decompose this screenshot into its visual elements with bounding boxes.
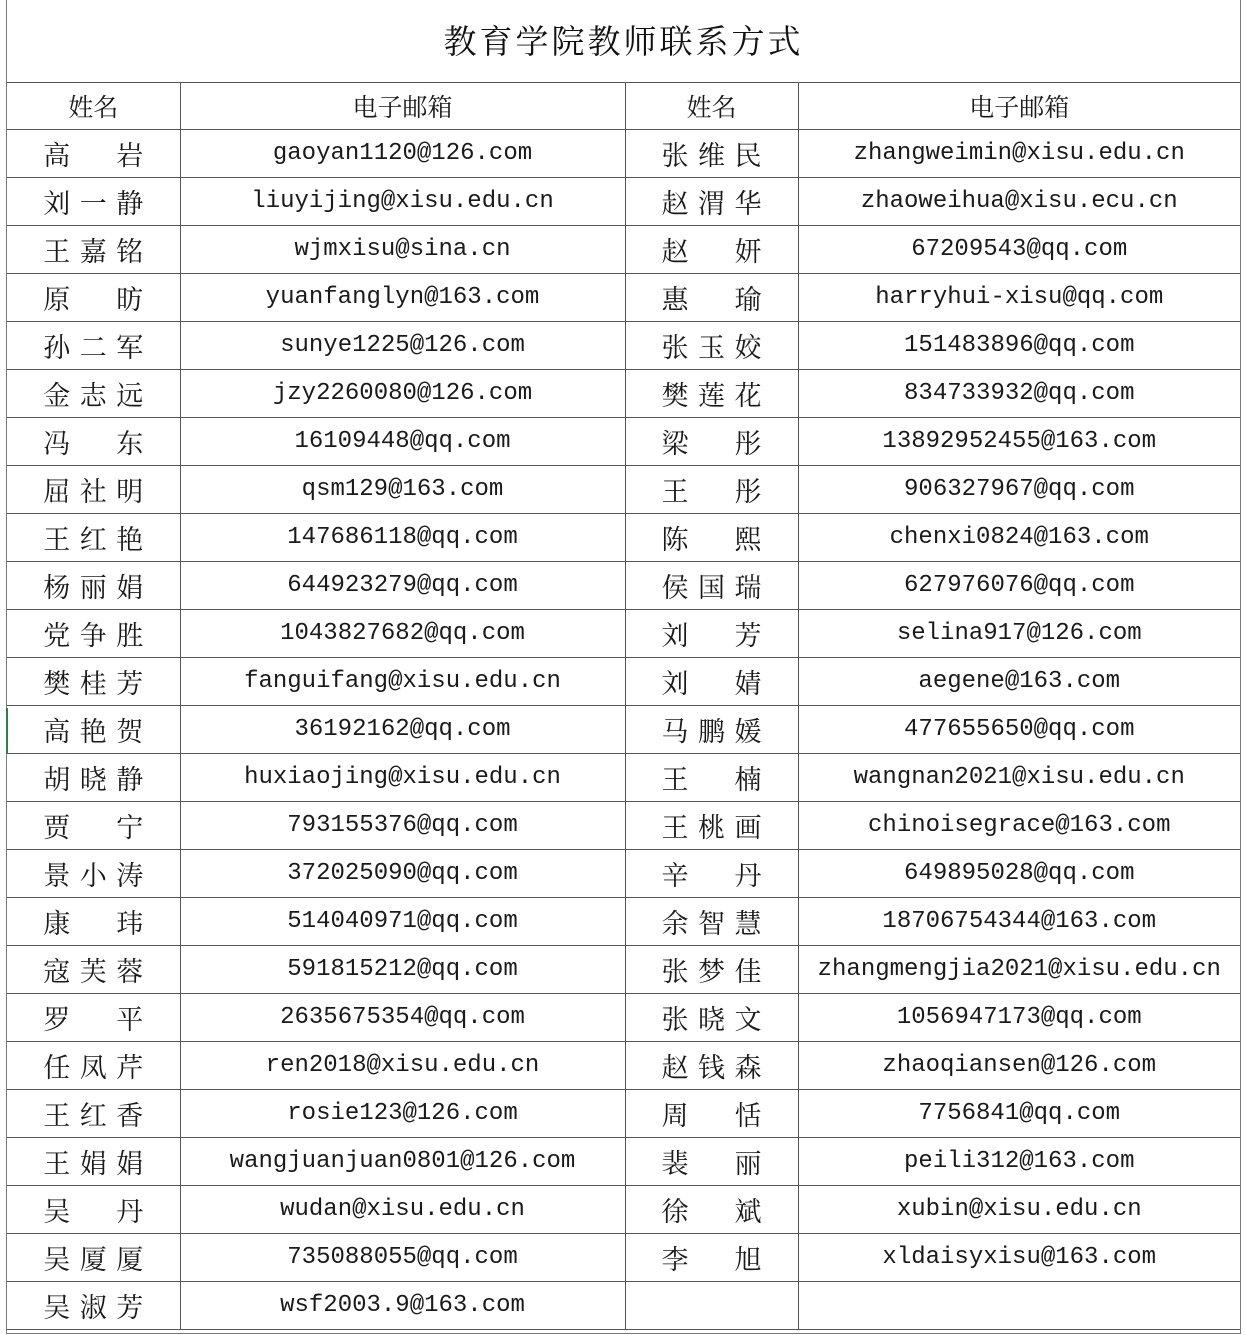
email-cell-right[interactable]: 151483896@qq.com <box>798 322 1240 370</box>
email-cell-right[interactable]: xldaisyxisu@163.com <box>798 1234 1240 1282</box>
email-cell-right[interactable]: 906327967@qq.com <box>798 466 1240 514</box>
name-cell-left[interactable] <box>7 562 180 610</box>
email-cell-right[interactable]: selina917@126.com <box>798 610 1240 658</box>
name-cell-right[interactable] <box>625 898 798 946</box>
table-row <box>7 322 1240 370</box>
teacher-name: 吴 厦 厦 <box>43 1245 144 1276</box>
email-cell-left[interactable]: 1043827682@qq.com <box>180 610 625 658</box>
name-cell-right[interactable] <box>625 130 798 178</box>
teacher-name: 刘 一 静 <box>43 189 144 220</box>
teacher-name: 张 维 民 <box>661 141 762 172</box>
email-cell-right[interactable]: 834733932@qq.com <box>798 370 1240 418</box>
name-cell-left[interactable] <box>7 1186 180 1234</box>
teacher-name: 王 红 艳 <box>43 525 144 556</box>
teacher-name: 惠 瑜 <box>661 285 762 316</box>
teacher-name: 张 晓 文 <box>661 1005 762 1036</box>
name-cell-right[interactable] <box>625 658 798 706</box>
table-row <box>7 1138 1240 1186</box>
teacher-name: 杨 丽 娟 <box>43 573 144 604</box>
email-cell-left[interactable]: fanguifang@xisu.edu.cn <box>180 658 625 706</box>
name-cell-right[interactable] <box>625 466 798 514</box>
email-cell-right[interactable]: xubin@xisu.edu.cn <box>798 1186 1240 1234</box>
name-cell-right[interactable] <box>625 754 798 802</box>
teacher-name: 吴 丹 <box>43 1197 144 1228</box>
name-cell-left[interactable] <box>7 994 180 1042</box>
table-row <box>7 610 1240 658</box>
teacher-name: 高 艳 贺 <box>43 717 144 748</box>
name-cell-left[interactable] <box>7 226 180 274</box>
name-cell-left[interactable] <box>7 418 180 466</box>
email-cell-right[interactable]: 67209543@qq.com <box>798 226 1240 274</box>
table-row <box>7 994 1240 1042</box>
table-row <box>7 370 1240 418</box>
email-cell-left[interactable]: ren2018@xisu.edu.cn <box>180 1042 625 1090</box>
email-cell-right[interactable]: harryhui-xisu@qq.com <box>798 274 1240 322</box>
email-cell-left[interactable]: wsf2003.9@163.com <box>180 1282 625 1330</box>
email-cell-left[interactable]: huxiaojing@xisu.edu.cn <box>180 754 625 802</box>
name-cell-left[interactable] <box>7 946 180 994</box>
name-cell-left[interactable] <box>7 1282 180 1330</box>
teacher-name: 樊 桂 芳 <box>43 669 144 700</box>
table-row <box>7 1282 1240 1330</box>
name-cell-left[interactable] <box>7 898 180 946</box>
teacher-name: 王 娟 娟 <box>43 1149 144 1180</box>
table-row <box>7 226 1240 274</box>
table-row <box>7 754 1240 802</box>
table-row <box>7 274 1240 322</box>
name-cell-left[interactable] <box>7 802 180 850</box>
table-row <box>7 178 1240 226</box>
email-cell-left[interactable]: qsm129@163.com <box>180 466 625 514</box>
name-cell-left[interactable] <box>7 850 180 898</box>
header-name-left[interactable]: 姓名 <box>7 83 180 130</box>
teacher-name: 余 智 慧 <box>661 909 762 940</box>
teacher-name: 张 梦 佳 <box>661 957 762 988</box>
table-row <box>7 850 1240 898</box>
email-cell-right[interactable]: peili312@163.com <box>798 1138 1240 1186</box>
teacher-name: 景 小 涛 <box>43 861 144 892</box>
teacher-name: 赵 渭 华 <box>661 189 762 220</box>
teacher-name: 陈 熙 <box>661 525 762 556</box>
email-cell-right[interactable]: 627976076@qq.com <box>798 562 1240 610</box>
teacher-name: 原 昉 <box>43 285 144 316</box>
teacher-name: 刘 芳 <box>661 621 762 652</box>
selected-cell-marker <box>6 708 8 754</box>
teacher-name: 辛 丹 <box>661 861 762 892</box>
name-cell-right[interactable] <box>625 1138 798 1186</box>
email-cell-right[interactable]: wangnan2021@xisu.edu.cn <box>798 754 1240 802</box>
name-cell-left[interactable] <box>7 1090 180 1138</box>
email-cell-right[interactable]: 7756841@qq.com <box>798 1090 1240 1138</box>
email-cell-right[interactable]: chinoisegrace@163.com <box>798 802 1240 850</box>
name-cell-right[interactable] <box>625 994 798 1042</box>
name-cell-right[interactable] <box>625 178 798 226</box>
teacher-name: 吴 淑 芳 <box>43 1293 144 1324</box>
email-cell-left[interactable]: wudan@xisu.edu.cn <box>180 1186 625 1234</box>
teacher-name: 赵 妍 <box>661 237 762 268</box>
email-cell-left[interactable]: sunye1225@126.com <box>180 322 625 370</box>
email-cell-left[interactable]: wangjuanjuan0801@126.com <box>180 1138 625 1186</box>
email-cell-left[interactable]: 36192162@qq.com <box>180 706 625 754</box>
name-cell-left[interactable] <box>7 1234 180 1282</box>
email-cell-right[interactable]: 13892952455@163.com <box>798 418 1240 466</box>
teacher-name: 屈 社 明 <box>43 477 144 508</box>
name-cell-left[interactable] <box>7 466 180 514</box>
teacher-name: 高 岩 <box>43 141 144 172</box>
email-cell-right[interactable]: zhaoweihua@xisu.ecu.cn <box>798 178 1240 226</box>
email-cell-left[interactable]: jzy2260080@126.com <box>180 370 625 418</box>
header-row <box>7 83 1240 130</box>
name-cell-right[interactable] <box>625 946 798 994</box>
teacher-name: 裴 丽 <box>661 1149 762 1180</box>
teacher-name: 梁 彤 <box>661 429 762 460</box>
name-cell-left[interactable] <box>7 1138 180 1186</box>
name-cell-left[interactable] <box>7 514 180 562</box>
teacher-name: 徐 斌 <box>661 1197 762 1228</box>
name-cell-right[interactable] <box>625 850 798 898</box>
teacher-name: 胡 晓 静 <box>43 765 144 796</box>
name-cell-left[interactable] <box>7 370 180 418</box>
table-row <box>7 1042 1240 1090</box>
email-cell-right[interactable]: zhangmengjia2021@xisu.edu.cn <box>798 946 1240 994</box>
email-cell-left[interactable]: 372025090@qq.com <box>180 850 625 898</box>
email-cell-left[interactable]: 735088055@qq.com <box>180 1234 625 1282</box>
teacher-name: 冯 东 <box>43 429 144 460</box>
teacher-name: 王 桃 画 <box>661 813 762 844</box>
name-cell-right[interactable] <box>625 1090 798 1138</box>
email-cell-right[interactable]: aegene@163.com <box>798 658 1240 706</box>
table-row <box>7 898 1240 946</box>
name-cell-left[interactable] <box>7 754 180 802</box>
table-row <box>7 1090 1240 1138</box>
name-cell-left[interactable] <box>7 1042 180 1090</box>
name-cell-right[interactable] <box>625 274 798 322</box>
email-cell-left[interactable]: 591815212@qq.com <box>180 946 625 994</box>
email-cell-left[interactable]: liuyijing@xisu.edu.cn <box>180 178 625 226</box>
teacher-name: 王 楠 <box>661 765 762 796</box>
name-cell-left[interactable] <box>7 610 180 658</box>
teacher-name: 康 玮 <box>43 909 144 940</box>
teacher-name: 贾 宁 <box>43 813 144 844</box>
teacher-name: 王 嘉 铭 <box>43 237 144 268</box>
table-row <box>7 706 1240 754</box>
name-cell-left[interactable] <box>7 178 180 226</box>
name-cell-left[interactable] <box>7 658 180 706</box>
table-row <box>7 466 1240 514</box>
table-row <box>7 562 1240 610</box>
name-cell-right[interactable] <box>625 562 798 610</box>
teacher-name: 张 玉 姣 <box>661 333 762 364</box>
name-cell-right[interactable] <box>625 322 798 370</box>
teacher-name: 侯 国 瑞 <box>661 573 762 604</box>
table-row <box>7 1186 1240 1234</box>
email-cell-right[interactable]: 18706754344@163.com <box>798 898 1240 946</box>
table-row <box>7 1234 1240 1282</box>
teacher-name: 寇 芙 蓉 <box>43 957 144 988</box>
table-row <box>7 418 1240 466</box>
email-cell-left[interactable]: gaoyan1120@126.com <box>180 130 625 178</box>
contact-sheet <box>6 0 1241 1334</box>
email-cell-left[interactable]: 644923279@qq.com <box>180 562 625 610</box>
table-row <box>7 946 1240 994</box>
contact-table <box>7 83 1240 1330</box>
table-row <box>7 514 1240 562</box>
teacher-name: 李 旭 <box>661 1245 762 1276</box>
name-cell-right[interactable] <box>625 1042 798 1090</box>
table-row <box>7 802 1240 850</box>
email-cell-right[interactable]: 477655650@qq.com <box>798 706 1240 754</box>
teacher-name: 任 凤 芹 <box>43 1053 144 1084</box>
name-cell-right[interactable] <box>625 1186 798 1234</box>
name-cell-left[interactable] <box>7 322 180 370</box>
email-cell-right[interactable]: 1056947173@qq.com <box>798 994 1240 1042</box>
name-cell-right[interactable] <box>625 610 798 658</box>
teacher-name: 王 彤 <box>661 477 762 508</box>
teacher-name: 马 鹏 媛 <box>661 717 762 748</box>
email-cell-left[interactable]: yuanfanglyn@163.com <box>180 274 625 322</box>
header-email-left[interactable]: 电子邮箱 <box>180 83 625 130</box>
name-cell-left[interactable] <box>7 274 180 322</box>
name-cell-left[interactable] <box>7 130 180 178</box>
page-title: 教育学院教师联系方式 <box>7 0 1240 83</box>
email-cell-right[interactable]: chenxi0824@163.com <box>798 514 1240 562</box>
email-cell-left[interactable]: 514040971@qq.com <box>180 898 625 946</box>
email-cell-left[interactable]: rosie123@126.com <box>180 1090 625 1138</box>
name-cell-right[interactable] <box>625 706 798 754</box>
teacher-name: 樊 莲 花 <box>661 381 762 412</box>
name-cell-left[interactable] <box>7 706 180 754</box>
table-row <box>7 130 1240 178</box>
name-cell-right[interactable] <box>625 370 798 418</box>
teacher-name: 党 争 胜 <box>43 621 144 652</box>
table-row <box>7 658 1240 706</box>
teacher-name: 孙 二 军 <box>43 333 144 364</box>
teacher-name: 金 志 远 <box>43 381 144 412</box>
header-name-right[interactable]: 姓名 <box>625 83 798 130</box>
name-cell-right[interactable] <box>625 418 798 466</box>
teacher-name: 刘 婧 <box>661 669 762 700</box>
teacher-name: 赵 钱 森 <box>661 1053 762 1084</box>
name-cell-right[interactable] <box>625 514 798 562</box>
email-cell-left[interactable]: 793155376@qq.com <box>180 802 625 850</box>
teacher-name: 王 红 香 <box>43 1101 144 1132</box>
name-cell-right[interactable] <box>625 1234 798 1282</box>
name-cell-right[interactable] <box>625 1282 798 1330</box>
email-cell-left[interactable]: 147686118@qq.com <box>180 514 625 562</box>
email-cell-left[interactable]: 2635675354@qq.com <box>180 994 625 1042</box>
email-cell-right[interactable] <box>798 1282 1240 1330</box>
name-cell-right[interactable] <box>625 226 798 274</box>
email-cell-left[interactable]: wjmxisu@sina.cn <box>180 226 625 274</box>
header-email-right[interactable]: 电子邮箱 <box>798 83 1240 130</box>
email-cell-right[interactable]: zhangweimin@xisu.edu.cn <box>798 130 1240 178</box>
teacher-name: 周 恬 <box>661 1101 762 1132</box>
name-cell-right[interactable] <box>625 802 798 850</box>
email-cell-right[interactable]: 649895028@qq.com <box>798 850 1240 898</box>
teacher-name: 罗 平 <box>43 1005 144 1036</box>
email-cell-left[interactable]: 16109448@qq.com <box>180 418 625 466</box>
email-cell-right[interactable]: zhaoqiansen@126.com <box>798 1042 1240 1090</box>
